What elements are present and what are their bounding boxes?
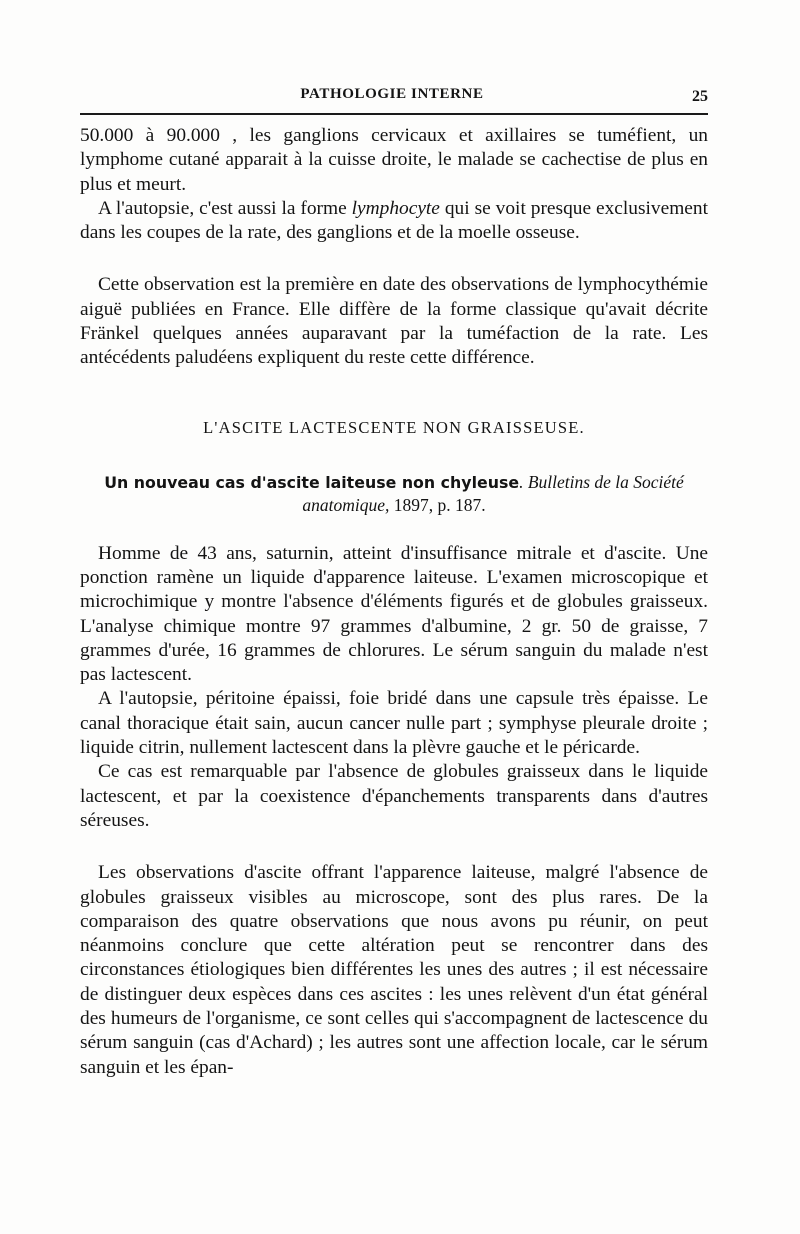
paragraph-2 <box>80 197 708 246</box>
running-title: PATHOLOGIE INTERNE <box>300 86 484 102</box>
body-text <box>80 124 708 1080</box>
page-number: 25 <box>692 88 708 105</box>
reference-journal: . Bulletins de la Société anatomique, <box>302 471 684 515</box>
header-rule <box>80 113 708 115</box>
paragraph-6: Ce cas est remarquable par l'absence de globules graisseux dans le liquide lactescent, et par la coexistence d'épanchements transparents dans d'autres séreuses. <box>80 761 708 831</box>
reference <box>80 471 708 516</box>
paragraph-4: Homme de 43 ans, saturnin, atteint d'insuffisance mitrale et d'ascite. Une ponction ramène un liquide d'apparence laiteuse. L'examen microscopique et microchimique y montre l'absence d'éléments figurés et de globules graisseux. L'analyse chimique montre 97 grammes d'albumine, 2 gr. 50 de graisse, 7 grammes d'urée, 16 grammes de chlorures. Le sérum sanguin du malade n'est pas lactescent. <box>80 542 708 686</box>
paragraph-2-end: qui se voit presque exclusivement dans les coupes de la rate, des ganglions et de la moelle osseuse. <box>80 197 708 244</box>
paragraph-1: 50.000 à 90.000 , les ganglions cervicaux et axillaires se tuméfient, un lymphome cutané apparait à la cuisse droite, le malade se cachectise de plus en plus et meurt. <box>80 125 708 195</box>
paragraph-2-italic-term: lymphocyte <box>351 197 440 219</box>
paragraph-2-start: A l'autopsie, c'est aussi la forme <box>98 197 352 219</box>
reference-title: Un nouveau cas d'ascite laiteuse non chyleuse <box>104 472 520 492</box>
paragraph-7: Les observations d'ascite offrant l'apparence laiteuse, malgré l'absence de globules graisseux visibles au microscope, sont des plus rares. De la comparaison des quatre observations que nous avons pu réunir, on peut néanmoins conclure que cette altération peut se rencontrer dans des circonstances étiologiques bien différentes les unes des autres ; il est nécessaire de distinguer deux espèces dans ces ascites : les unes relèvent d'un état général des humeurs de l'organisme, ce sont celles qui s'accompagnent de lactescence du sérum sanguin (cas d'Achard) ; les autres sont une affection locale, car le sérum sanguin et les épan- <box>80 862 708 1078</box>
paragraph-3: Cette observation est la première en date des observations de lymphocythémie aiguë publiées en France. Elle diffère de la forme classique qu'avait décrite Fränkel quelques années auparavant par la tuméfaction de la rate. Les antécédents paludéens expliquent du reste cette différence. <box>80 274 708 369</box>
reference-details: 1897, p. 187. <box>389 494 486 515</box>
section-title: L'ASCITE LACTESCENTE NON GRAISSEUSE. <box>203 417 585 437</box>
running-head <box>76 86 708 112</box>
paragraph-5: A l'autopsie, péritoine épaissi, foie bridé dans une capsule très épaisse. Le canal thoracique était sain, aucun cancer nulle part ; symphyse pleurale droite ; liquide citrin, nullement lactescent dans la plèvre gauche et le péricarde. <box>80 688 708 759</box>
